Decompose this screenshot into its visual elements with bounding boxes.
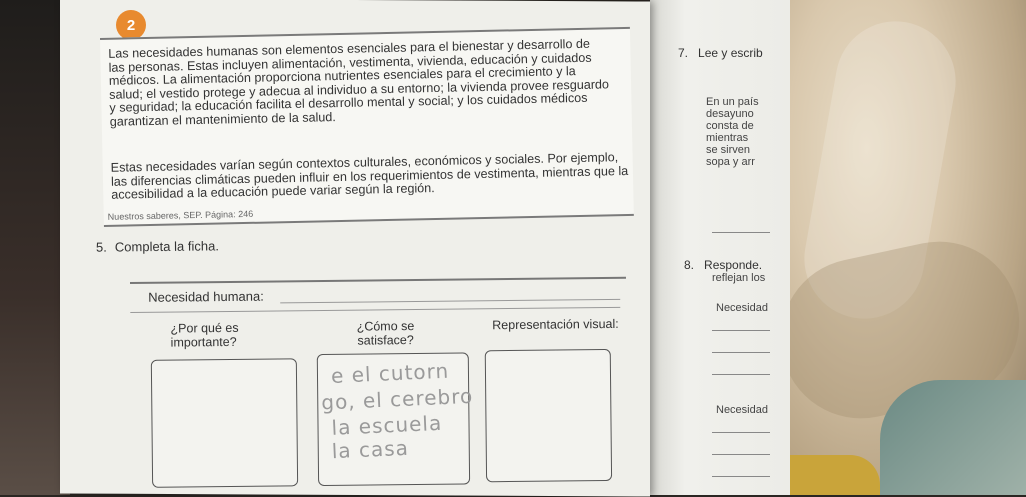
need-label-2: Necesidad	[716, 404, 768, 416]
answer-box-visual[interactable]	[485, 349, 612, 482]
need-label-1: Necesidad	[716, 302, 768, 314]
handwriting-line: go, el cerebro	[320, 383, 474, 415]
exercise-instruction: Completa la ficha.	[114, 238, 219, 255]
answer-line	[712, 476, 770, 477]
q7-line: sopa y arr	[706, 156, 755, 168]
answer-line	[712, 454, 770, 455]
divider	[130, 307, 620, 313]
need-label: Necesidad humana:	[148, 288, 264, 305]
answer-line	[712, 352, 770, 353]
q7-line: En un país	[706, 96, 759, 108]
need-card	[130, 277, 628, 494]
column-visual: Representación visual:	[492, 316, 619, 333]
reading-box	[100, 27, 634, 227]
question-8: 8. Responde.	[684, 258, 763, 272]
exercise-5-title	[96, 238, 219, 254]
column-why-important: ¿Por qué es importante?	[170, 320, 239, 350]
q8-sub: reflejan los	[712, 272, 766, 284]
handwriting-line: la escuela	[331, 410, 443, 440]
need-answer-line	[280, 299, 620, 304]
q7-line: se sirven	[706, 144, 751, 156]
q7-line: desayuno	[706, 108, 754, 120]
answer-line	[712, 232, 770, 233]
handwriting-line: la casa	[331, 435, 410, 464]
answer-line	[712, 374, 770, 375]
reading-paragraph-1: Las necesidades humanas son elementos esenciales para el bienestar y desarrollo de las personas. Estas incluyen alimentación, vestimenta, vivienda, educación y cuidados médicos. La alimentación proporciona nutrientes esenciales para el crecimiento y la salud; el vestido protege y adecua al individuo a su entorno; la vivienda provee resguardo y seguridad; la educación facilita el desarrollo mental y social; y los cuidados médicos garantizan el mantenimiento de la salud.	[108, 36, 610, 129]
handwriting-line: e el cutorn	[330, 358, 450, 388]
answer-line	[712, 432, 770, 433]
column-how-satisfied: ¿Cómo se satisface?	[356, 319, 415, 348]
lesson-badge: 2	[116, 10, 146, 40]
q7-line: consta de	[706, 120, 754, 132]
answer-line	[712, 330, 770, 331]
reading-source: Nuestros saberes, SEP. Página: 246	[107, 208, 254, 222]
question-7: 7. Lee y escrib	[678, 46, 763, 60]
yellow-fabric	[790, 455, 880, 495]
exercise-number: 5.	[95, 239, 107, 255]
right-page	[650, 0, 790, 495]
reading-paragraph-2: Estas necesidades varían según contextos culturales, económicos y sociales. Por ejemplo, las diferencias climáticas pueden influir en los requerimientos de vestimenta, mientras que la accesibilidad a la educación puede variar según la región.	[110, 150, 629, 202]
teal-fabric	[880, 380, 1026, 495]
answer-box-why[interactable]	[151, 358, 298, 488]
q7-line: mientras	[706, 132, 749, 144]
